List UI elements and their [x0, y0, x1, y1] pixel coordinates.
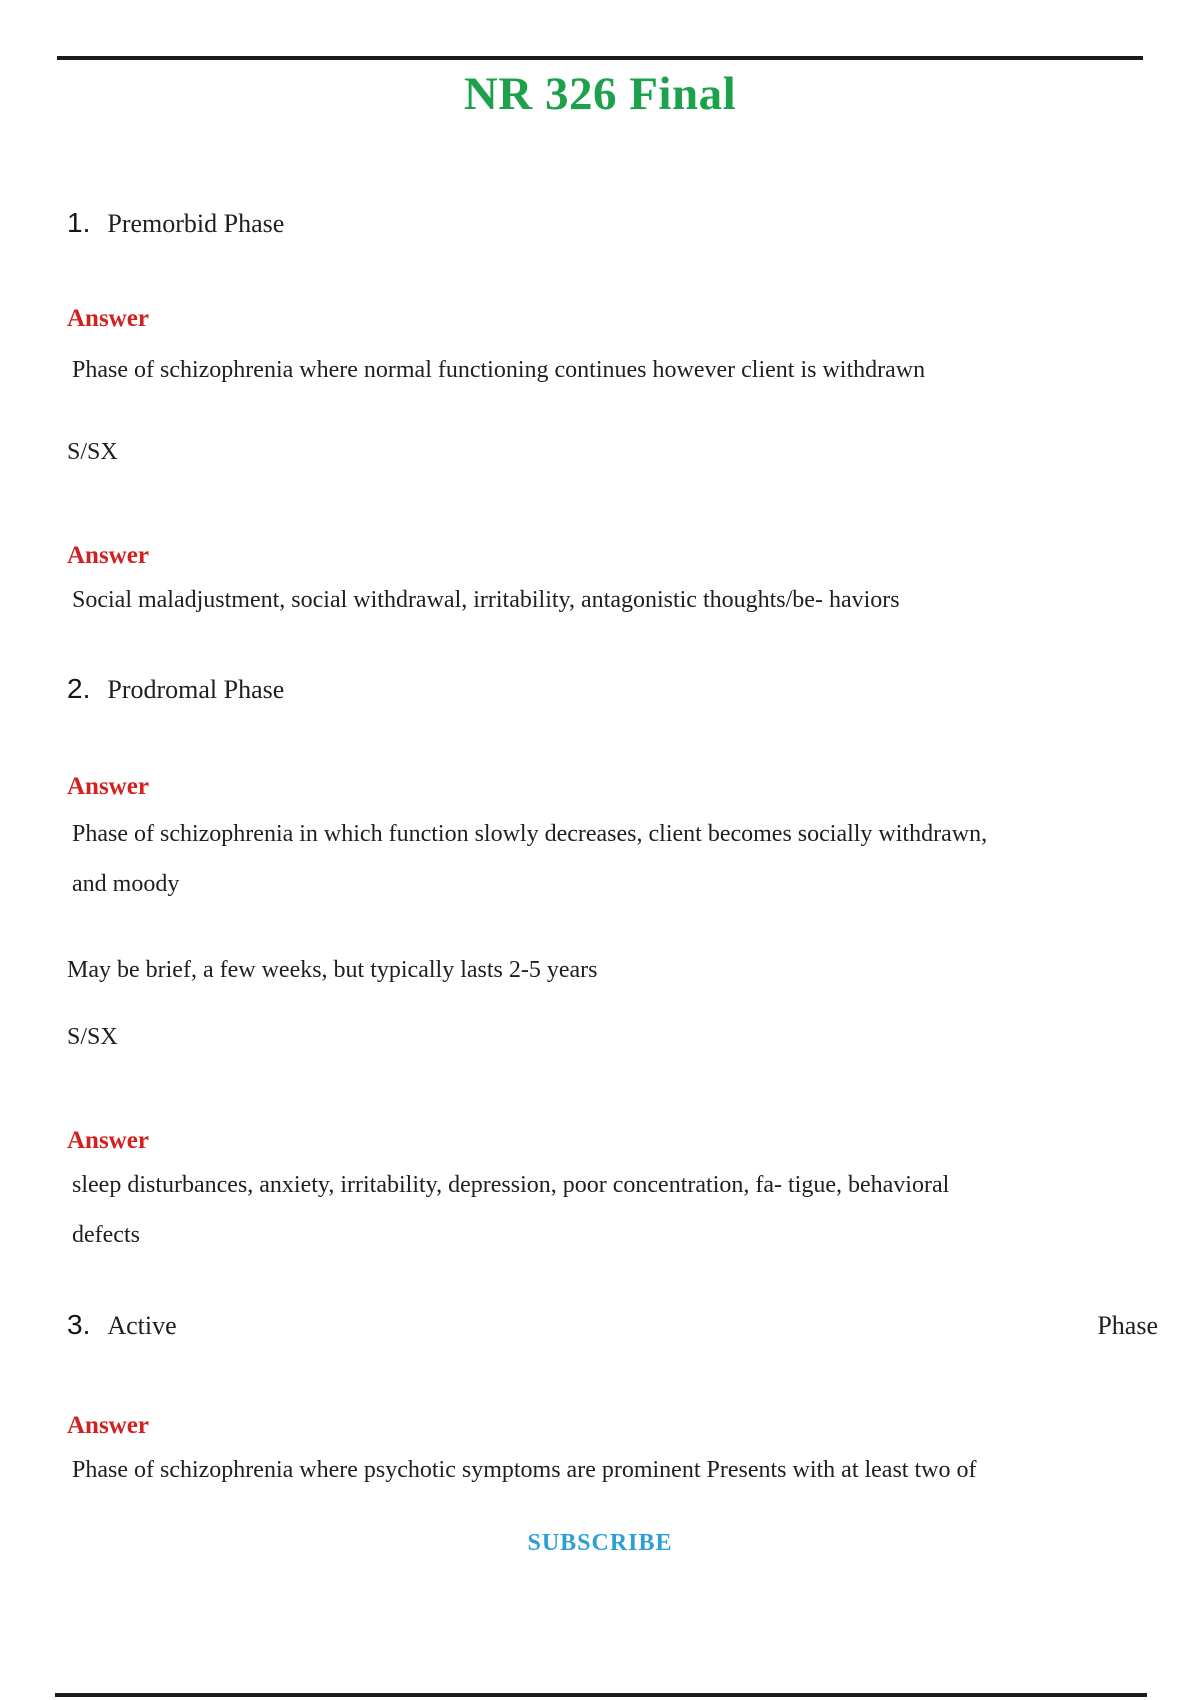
- answer-text-line: and moody: [72, 871, 180, 897]
- question-label: Active: [107, 1311, 177, 1340]
- answer-heading: Answer: [67, 305, 149, 332]
- answer-heading: Answer: [67, 773, 149, 800]
- question-number: 2.: [67, 673, 91, 704]
- answer-text-line: defects: [72, 1222, 140, 1248]
- page-title: NR 326 Final: [463, 68, 737, 120]
- answer-heading: Answer: [67, 1127, 149, 1154]
- answer-text: Social maladjustment, social withdrawal, irritability, antagonistic thoughts/be- haviors: [72, 587, 900, 613]
- answer-text: Phase of schizophrenia where psychotic symptoms are prominent Presents with at least two of: [72, 1457, 977, 1483]
- top-horizontal-rule: [57, 56, 1143, 60]
- question-label: Premorbid Phase: [107, 209, 285, 238]
- question-label-right: Phase: [1097, 1311, 1158, 1340]
- question-item-3: [67, 1311, 1158, 1339]
- answer-text-line: sleep disturbances, anxiety, irritability, depression, poor concentration, fa- tigue, behavioral: [72, 1172, 950, 1198]
- answer-heading: Answer: [67, 542, 149, 569]
- ssx-heading: S/SX: [67, 1024, 118, 1050]
- answer-heading: Answer: [67, 1412, 149, 1439]
- duration-note: May be brief, a few weeks, but typically lasts 2-5 years: [67, 957, 598, 983]
- question-item-1: [67, 209, 1158, 237]
- answer-text: Phase of schizophrenia where normal functioning continues however client is withdrawn: [72, 357, 926, 383]
- question-label: Prodromal Phase: [107, 675, 285, 704]
- question-number: 3.: [67, 1309, 91, 1340]
- question-item-2: [67, 675, 1158, 703]
- question-number: 1.: [67, 207, 91, 238]
- answer-text: [67, 1160, 1158, 1260]
- answer-text: [67, 809, 1158, 909]
- subscribe-link[interactable]: SUBSCRIBE: [527, 1530, 673, 1556]
- answer-text-line: Phase of schizophrenia in which function slowly decreases, client becomes socially withdrawn,: [72, 821, 988, 847]
- bottom-horizontal-rule: [55, 1693, 1147, 1697]
- ssx-heading: S/SX: [67, 439, 118, 465]
